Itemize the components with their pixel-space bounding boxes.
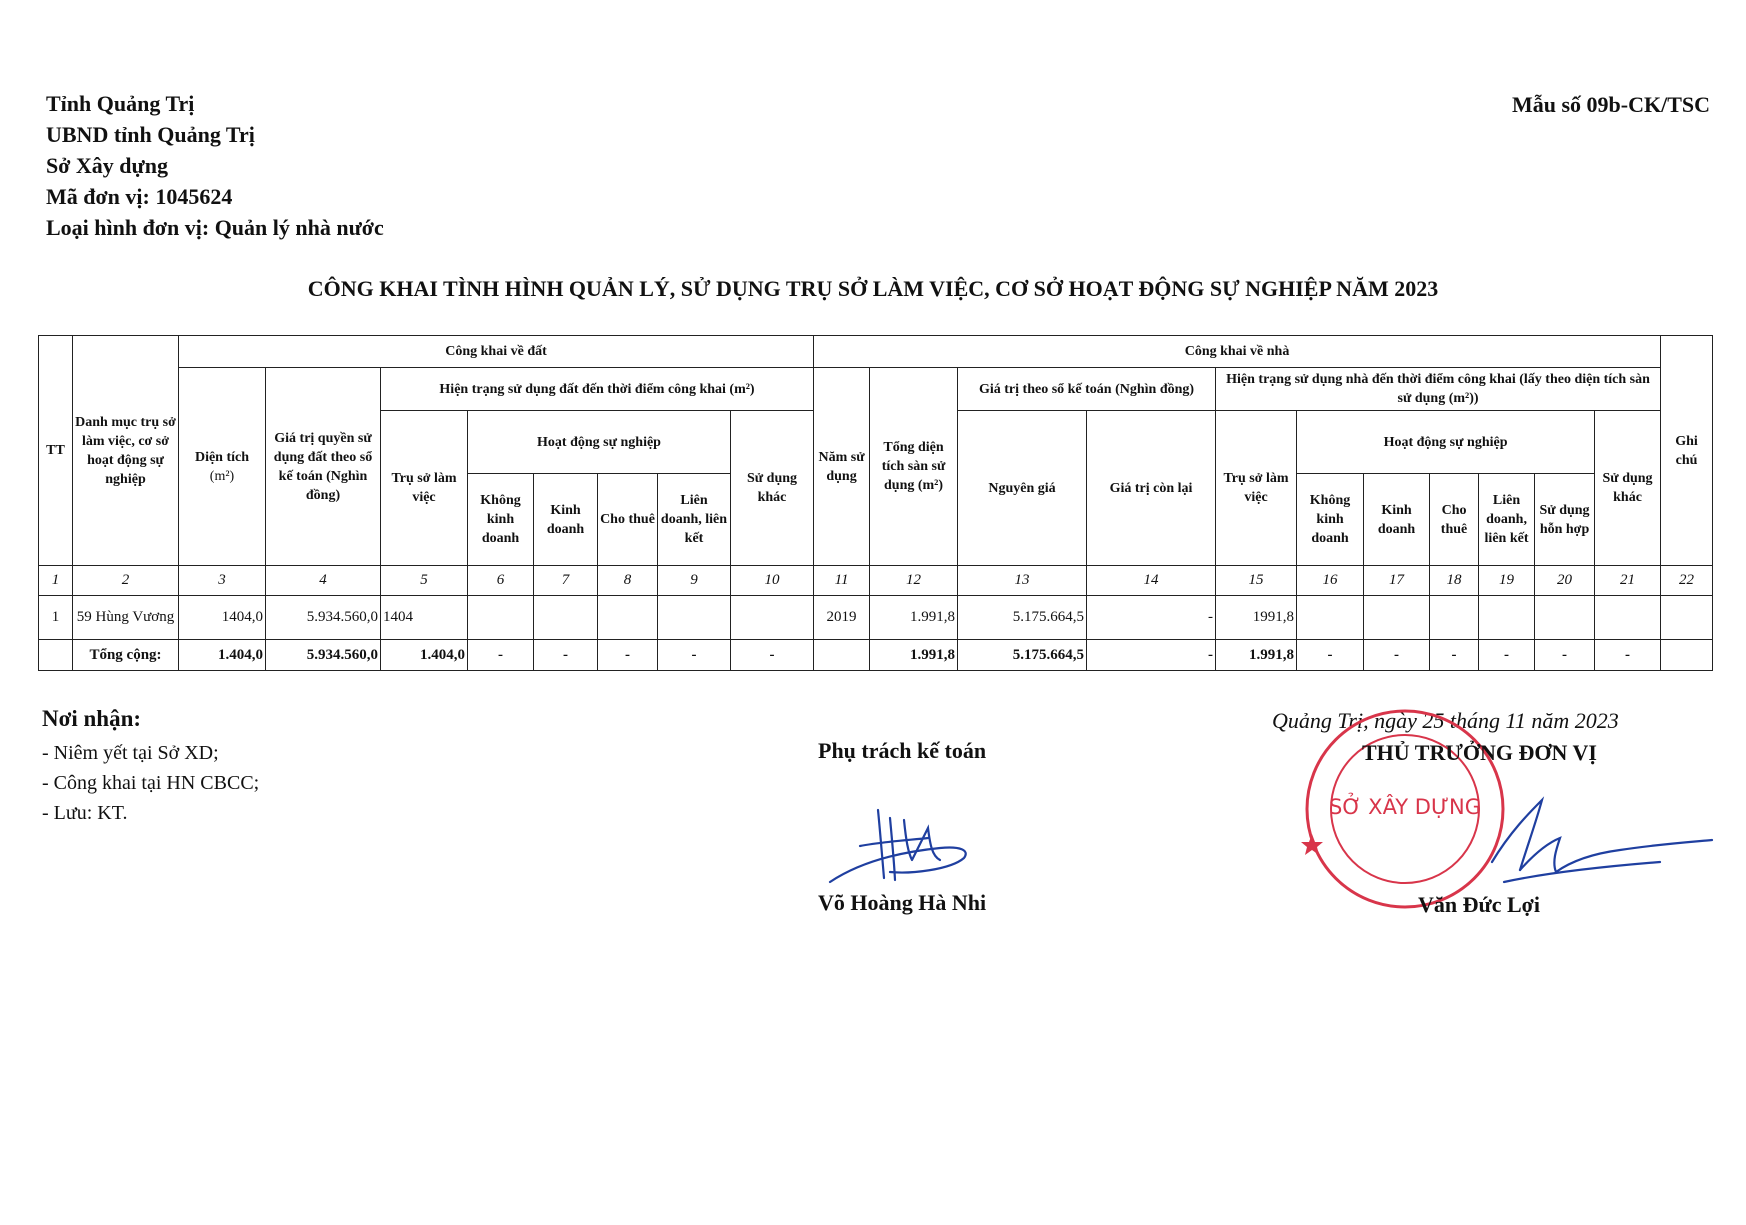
index-cell: 18 — [1430, 566, 1479, 596]
header-dat-kinh-doanh: Kinh doanh — [534, 474, 598, 566]
header-hien-trang-dat: Hiện trạng sử dụng đất đến thời điểm công khai (m²) — [381, 368, 814, 411]
header-dien-tich-unit: (m²) — [209, 468, 235, 484]
index-cell: 16 — [1297, 566, 1364, 596]
index-cell: 19 — [1479, 566, 1535, 596]
header-gia-tri-ke-toan: Giá trị theo sổ kế toán (Nghìn đồng) — [958, 368, 1216, 411]
index-cell: 17 — [1364, 566, 1430, 596]
index-cell: 7 — [534, 566, 598, 596]
accountant-name: Võ Hoàng Hà Nhi — [818, 890, 987, 915]
index-cell: 10 — [731, 566, 814, 596]
cell-gia-tri-qsd: 5.934.560,0 — [266, 596, 381, 640]
department-line: Sở Xây dựng — [46, 153, 168, 178]
total-nha-tru-so: 1.991,8 — [1216, 640, 1297, 671]
accountant-signature-icon — [820, 800, 990, 890]
recipients-title: Nơi nhận: — [42, 706, 142, 731]
total-dat-lien-doanh: - — [658, 640, 731, 671]
total-dat-kinh-doanh: - — [534, 640, 598, 671]
total-row — [39, 640, 1713, 671]
total-tong-dien-tich: 1.991,8 — [870, 640, 958, 671]
total-nha-kinh-doanh: - — [1364, 640, 1430, 671]
index-cell: 1 — [39, 566, 73, 596]
total-gia-tri-con-lai: - — [1087, 640, 1216, 671]
header-dien-tich — [179, 368, 266, 566]
cell-dien-tich: 1404,0 — [179, 596, 266, 640]
index-cell: 6 — [468, 566, 534, 596]
cell-nguyen-gia: 5.175.664,5 — [958, 596, 1087, 640]
total-nha-lien-doanh: - — [1479, 640, 1535, 671]
accountant-title: Phụ trách kế toán — [818, 738, 987, 763]
header-nha-su-dung-khac: Sử dụng khác — [1595, 411, 1661, 566]
header-gia-tri-qsd: Giá trị quyền sử dụng đất theo sổ kế toán (Nghìn đồng) — [266, 368, 381, 566]
header-ghi-chu: Ghi chú — [1661, 336, 1713, 566]
cell-dat-lien-doanh — [658, 596, 731, 640]
committee-line: UBND tỉnh Quảng Trị — [46, 122, 255, 147]
index-cell: 15 — [1216, 566, 1297, 596]
total-ghi-chu — [1661, 640, 1713, 671]
total-dat-tru-so: 1.404,0 — [381, 640, 468, 671]
header-dat-su-dung-khac: Sử dụng khác — [731, 411, 814, 566]
cell-dat-tru-so: 1404 — [381, 596, 468, 640]
index-cell: 20 — [1535, 566, 1595, 596]
province-line: Tỉnh Quảng Trị — [46, 91, 195, 116]
header-nha-hdsn: Hoạt động sự nghiệp — [1297, 411, 1595, 474]
head-of-unit-title: THỦ TRƯỞNG ĐƠN VỊ — [1362, 740, 1597, 765]
index-cell: 3 — [179, 566, 266, 596]
cell-danh-muc: 59 Hùng Vương — [73, 596, 179, 640]
cell-nha-khong-kinh-doanh — [1297, 596, 1364, 640]
index-cell: 21 — [1595, 566, 1661, 596]
unit-header — [46, 88, 384, 243]
seal-center-text: SỞ XÂY DỰNG — [1329, 795, 1481, 819]
total-nha-khong-kinh-doanh: - — [1297, 640, 1364, 671]
index-cell: 11 — [814, 566, 870, 596]
index-cell: 14 — [1087, 566, 1216, 596]
property-table — [38, 335, 1713, 671]
header-tong-dien-tich: Tổng diện tích sàn sử dụng (m²) — [870, 368, 958, 566]
recipient-item: - Lưu: KT. — [42, 802, 128, 824]
total-label: Tổng cộng: — [73, 640, 179, 671]
header-dat-hdsn: Hoạt động sự nghiệp — [468, 411, 731, 474]
cell-tt: 1 — [39, 596, 73, 640]
cell-gia-tri-con-lai: - — [1087, 596, 1216, 640]
cell-tong-dien-tich: 1.991,8 — [870, 596, 958, 640]
unit-code-line: Mã đơn vị: 1045624 — [46, 184, 233, 209]
recipient-item: - Niêm yết tại Sở XD; — [42, 742, 219, 764]
cell-nha-su-dung-khac — [1595, 596, 1661, 640]
header-dat-tru-so: Trụ sở làm việc — [381, 411, 468, 566]
form-code: Mẫu số 09b-CK/TSC — [1511, 92, 1710, 117]
header-dat-cho-thue: Cho thuê — [598, 474, 658, 566]
total-dien-tich: 1.404,0 — [179, 640, 266, 671]
total-dat-cho-thue: - — [598, 640, 658, 671]
table-row — [39, 596, 1713, 640]
recipients-list — [42, 738, 259, 828]
index-cell: 22 — [1661, 566, 1713, 596]
header-danh-muc: Danh mục trụ sở làm việc, cơ sở hoạt động sự nghiệp — [73, 336, 179, 566]
index-cell: 8 — [598, 566, 658, 596]
total-tt — [39, 640, 73, 671]
index-cell: 5 — [381, 566, 468, 596]
header-dat-khong-kinh-doanh: Không kinh doanh — [468, 474, 534, 566]
cell-dat-cho-thue — [598, 596, 658, 640]
header-nha-lien-doanh: Liên doanh, liên kết — [1479, 474, 1535, 566]
index-cell: 2 — [73, 566, 179, 596]
date-place-line: Quảng Trị, ngày 25 tháng 11 năm 2023 — [1272, 708, 1619, 733]
index-cell: 12 — [870, 566, 958, 596]
cell-ghi-chu — [1661, 596, 1713, 640]
total-nam-su-dung — [814, 640, 870, 671]
header-cong-khai-nha: Công khai về nhà — [814, 336, 1661, 368]
total-nha-su-dung-khac: - — [1595, 640, 1661, 671]
cell-dat-khong-kinh-doanh — [468, 596, 534, 640]
total-nha-hon-hop: - — [1535, 640, 1595, 671]
total-dat-khong-kinh-doanh: - — [468, 640, 534, 671]
header-dien-tich-label: Diện tích — [194, 449, 250, 465]
index-cell: 13 — [958, 566, 1087, 596]
recipient-item: - Công khai tại HN CBCC; — [42, 772, 260, 794]
red-seal-icon — [1300, 704, 1510, 914]
total-nha-cho-thue: - — [1430, 640, 1479, 671]
header-nha-cho-thue: Cho thuê — [1430, 474, 1479, 566]
head-signature-icon — [1480, 792, 1716, 902]
cell-dat-kinh-doanh — [534, 596, 598, 640]
header-tt: TT — [39, 336, 73, 566]
header-nam-su-dung: Năm sử dụng — [814, 368, 870, 566]
cell-nha-tru-so: 1991,8 — [1216, 596, 1297, 640]
total-dat-su-dung-khac: - — [731, 640, 814, 671]
header-nha-su-dung-hon-hop: Sử dụng hỗn hợp — [1535, 474, 1595, 566]
header-nguyen-gia: Nguyên giá — [958, 411, 1087, 566]
cell-nam-su-dung: 2019 — [814, 596, 870, 640]
header-dat-lien-doanh: Liên doanh, liên kết — [658, 474, 731, 566]
header-cong-khai-dat: Công khai về đất — [179, 336, 814, 368]
total-gia-tri-qsd: 5.934.560,0 — [266, 640, 381, 671]
unit-type-line: Loại hình đơn vị: Quản lý nhà nước — [46, 215, 384, 240]
cell-nha-hon-hop — [1535, 596, 1595, 640]
cell-nha-cho-thue — [1430, 596, 1479, 640]
header-gia-tri-con-lai: Giá trị còn lại — [1087, 411, 1216, 566]
index-cell: 9 — [658, 566, 731, 596]
total-nguyen-gia: 5.175.664,5 — [958, 640, 1087, 671]
cell-dat-su-dung-khac — [731, 596, 814, 640]
cell-nha-kinh-doanh — [1364, 596, 1430, 640]
cell-nha-lien-doanh — [1479, 596, 1535, 640]
document-title: CÔNG KHAI TÌNH HÌNH QUẢN LÝ, SỬ DỤNG TRỤ SỞ LÀM VIỆC, CƠ SỞ HOẠT ĐỘNG SỰ NGHIỆP NĂM 2023 — [307, 276, 1439, 301]
column-index-row — [39, 566, 1713, 596]
header-hien-trang-nha: Hiện trạng sử dụng nhà đến thời điểm công khai (lấy theo diện tích sàn sử dụng (m²)) — [1216, 368, 1661, 411]
header-nha-tru-so: Trụ sở làm việc — [1216, 411, 1297, 566]
header-nha-kinh-doanh: Kinh doanh — [1364, 474, 1430, 566]
head-of-unit-name: Văn Đức Lợi — [1418, 892, 1540, 917]
index-cell: 4 — [266, 566, 381, 596]
header-nha-khong-kinh-doanh: Không kinh doanh — [1297, 474, 1364, 566]
